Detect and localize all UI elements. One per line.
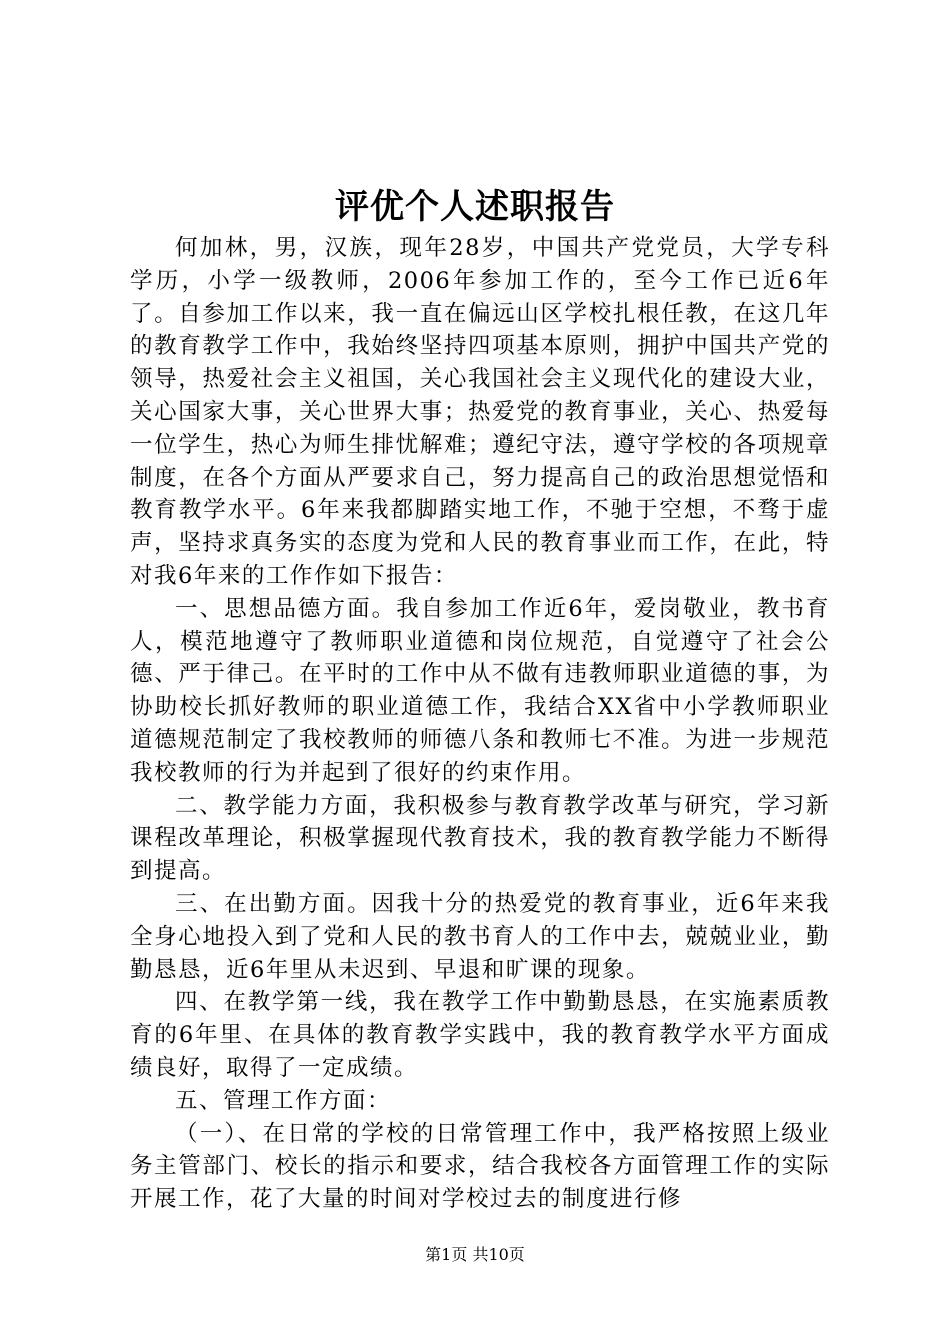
document-body: [130, 232, 830, 1216]
paragraph-section-1: 一、思想品德方面。我自参加工作近6年，爱岗敬业，教书育人，模范地遵守了教师职业道德和岗位规范，自觉遵守了社会公德、严于律己。在平时的工作中从不做有违教师职业道德的事，为协助校长抓好教师的职业道德工作，我结合XX省中小学教师职业道德规范制定了我校教师的师德八条和教师七不准。为进一步规范我校教师的行为并起到了很好的约束作用。: [130, 595, 830, 786]
page-number-footer: 第1页 共10页: [425, 1245, 525, 1264]
paragraph-section-4: 四、在教学第一线，我在教学工作中勤勤恳恳，在实施素质教育的6年里、在具体的教育教学实践中，我的教育教学水平方面成绩良好，取得了一定成绩。: [130, 989, 830, 1081]
paragraph-section-5-item-1: （一）、在日常的学校的日常管理工作中，我严格按照上级业务主管部门、校长的指示和要求，结合我校各方面管理工作的实际开展工作，花了大量的时间对学校过去的制度进行修: [130, 1120, 830, 1213]
paragraph-section-3: 三、在出勤方面。因我十分的热爱党的教育事业，近6年来我全身心地投入到了党和人民的教书育人的工作中去，兢兢业业，勤勤恳恳，近6年里从未迟到、早退和旷课的现象。: [130, 890, 830, 983]
paragraph-section-5-heading: 五、管理工作方面：: [175, 1087, 392, 1114]
paragraph-intro: 何加林，男，汉族，现年28岁，中国共产党党员，大学专科学历，小学一级教师，2006年参加工作的，至今工作已近6年了。自参加工作以来，我一直在偏远山区学校扎根任教，在这几年的教育教学工作中，我始终坚持四项基本原则，拥护中国共产党的领导，热爱社会主义祖国，关心我国社会主义现代化的建设大业，关心国家大事，关心世界大事；热爱党的教育事业，关心、热爱每一位学生，热心为师生排忧解难；遵纪守法，遵守学校的各项规章制度，在各个方面从严要求自己，努力提高自己的政治思想觉悟和教育教学水平。6年来我都脚踏实地工作，不驰于空想，不骛于虚声，坚持求真务实的态度为党和人民的教育事业而工作，在此，特对我6年来的工作作如下报告：: [130, 235, 830, 589]
document-title: 评优个人述职报告: [335, 187, 615, 227]
paragraph-section-2: 二、教学能力方面，我积极参与教育教学改革与研究，学习新课程改革理论，积极掌握现代教育技术，我的教育教学能力不断得到提高。: [130, 792, 830, 885]
